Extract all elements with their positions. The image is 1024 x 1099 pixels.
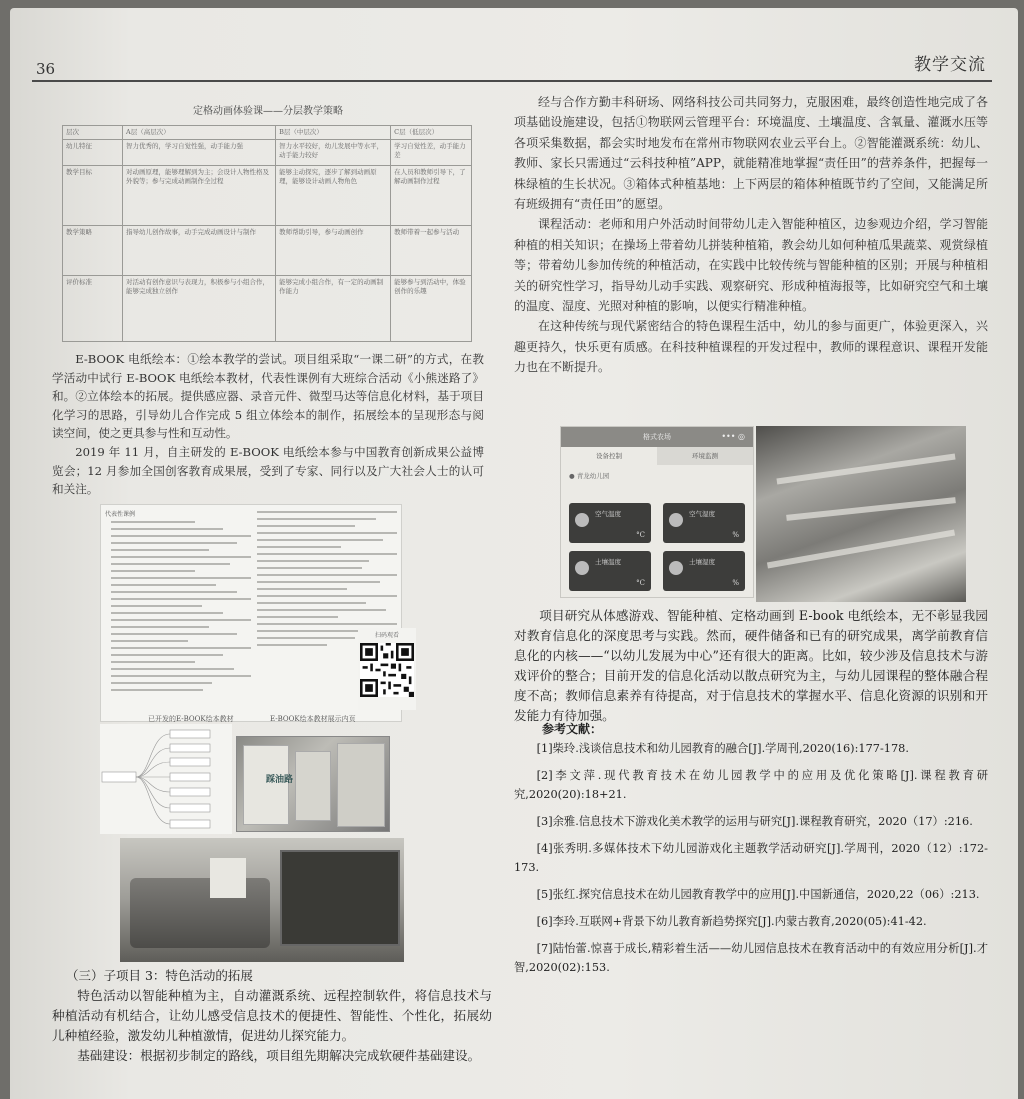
reference-item: [5]张红.探究信息技术在幼儿园教育教学中的应用[J].中国新通信，2020,22（06）:213. — [536, 888, 980, 901]
paragraph-course-activity: 课程活动：老师和用户外活动时间带幼儿走入智能种植区，边参观边介绍，学习智能种植的相关知识；在操场上带着幼儿拼装种植箱，教会幼儿如何种植瓜果蔬菜、观赏绿植等；带着幼儿参加传统的种植活动，在实践中比较传统与智能种植的区别；开展与种植相关的研究性学习，指导幼儿动手实践、观察研究、形成种植海报等，比如研究空气和土壤的温度、湿度、光照对种植的影响，以便实行精准种植。 — [514, 217, 988, 314]
paragraph-ebook: E-BOOK 电纸绘本：①绘本教学的尝试。项目组采取“一课二研”的方式，在教学活动中试行 E-BOOK 电纸绘本教材，代表性课例有大班综合活动《小熊迷路了》和。②立体绘本的拓展。提供感应器、录音元件、微型马达等信息化材料，基于项目化学习的思路，引导幼儿合作完成 5 组立体绘本的制作，拓展绘本的呈现形态与阅读空间，使之更具参与性和互动性。 — [52, 352, 484, 441]
book-cover-title: 踩油路 — [266, 775, 294, 785]
tab-environment[interactable]: 环境监测 — [657, 447, 753, 465]
left-column — [52, 96, 484, 499]
reference-item: [1]柴玲.浅谈信息技术和幼儿园教育的融合[J].学周刊,2020(16):177-178. — [536, 742, 909, 755]
soil-icon — [575, 561, 589, 575]
soil-humidity-tile[interactable]: 土壤湿度 % — [663, 551, 745, 591]
caption-ebook-pages: E-BOOK绘本教材展示内页 — [270, 715, 356, 723]
caption-ebook-materials: 已开发的E-BOOK绘本教材 — [148, 715, 234, 723]
doc-label: 代表性课例 — [105, 511, 136, 518]
conclusion-block — [514, 606, 988, 726]
header-rule — [32, 80, 992, 82]
table-row: 教学策略 指导幼儿创作故事，动手完成动画设计与制作 教师帮助引导，参与动画创作 教师带着一起参与活动 — [63, 226, 472, 276]
mindmap-figure — [100, 724, 232, 834]
lesson-document-figure — [100, 504, 402, 722]
ebook-books-photo — [236, 736, 390, 832]
more-icon[interactable]: ••• ◎ — [721, 432, 745, 441]
section-heading: （三）子项目 3：特色活动的拓展 — [66, 968, 253, 983]
tab-device-control[interactable]: 设备控制 — [596, 452, 622, 460]
farm-app-screenshot — [560, 426, 754, 598]
table-title: 定格动画体验课——分层教学策略 — [193, 106, 343, 117]
table-header: C层（低层次） — [391, 126, 472, 140]
kindergarten-label: ● 青龙幼儿园 — [569, 472, 610, 480]
paragraph-feature-activity: 特色活动以智能种植为主，自动灌溉系统、远程控制软件，将信息技术与种植活动有机结合，让幼儿感受信息技术的便捷性、智能性、个性化，拓展幼儿种植经验，激发幼儿种植激情，促进幼儿探究能力。 — [52, 988, 492, 1043]
paragraph-infrastructure: 基础建设：根据初步制定的路线，项目组先期解决完成软硬件基础建设。 — [77, 1048, 481, 1063]
planting-base-photo — [756, 426, 966, 602]
table-header: A层（高层次） — [123, 126, 276, 140]
soil-temperature-tile[interactable]: 土壤温度 °C — [569, 551, 651, 591]
paragraph-conclusion: 项目研究从体感游戏、智能种植、定格动画到 E-book 电纸绘本，无不彰显我园对教育信息化的深度思考与实践。然而，硬件储备和已有的研究成果，离学前教育信息化的内核——“以幼儿发展为中心”还有很大的距离。比如，较少涉及信息技术与游戏评价的整合；目前开发的信息化活动以散点研究为主，与幼儿园课程的整体融合程度不高；教师信息素养有待提高，对于信息技术的掌握水平、信息化资源的识别和开发能力有待加强。 — [514, 608, 988, 723]
air-temperature-tile[interactable]: 空气温度 °C — [569, 503, 651, 543]
qr-code-icon — [360, 643, 414, 697]
reference-item: [4]张秀明.多媒体技术下幼儿园游戏化主题教学活动研究[J].学周刊，2020（12）:172-173. — [514, 842, 988, 874]
paragraph-facilities: 经与合作方勤丰科研场、网络科技公司共同努力，克服困难，最终创造性地完成了各项基础设施建设，包括①物联网云管理平台：环境温度、土壤温度、含氧量、灌溉水压等各项采集数据，都会实时地发布在常州市物联网农业云平台上。②智能灌溉系统：幼儿、教师、家长只需通过“云科技种植”APP，就能精准地掌握“责任田”的营养条件，把握每一株绿植的生长状况。③箱体式种植基地：上下两层的箱体种植既节约了空间，又能满足所有班级拥有“责任田”的愿望。 — [514, 95, 988, 212]
reference-item: [3]余雅.信息技术下游戏化美术教学的运用与研究[J].课程教育研究，2020（17）:216. — [536, 815, 973, 828]
table-row: 评价标准 对活动有创作意识与表现力，积极参与小组合作，能够完成独立创作 能够完成小组合作，有一定的动画制作能力 能够参与到活动中，体验创作的乐趣 — [63, 276, 472, 342]
table-row: 教学目标 对动画原理，能够理解到为主；会设计人物性格及外貌等；参与完成动画制作全过程 能够主动探究，逐步了解到动画原理，能够设计动画人物角色 在人员和教师引导下，了解动画制作过程 — [63, 166, 472, 226]
paragraph-expo: 2019 年 11 月，自主研发的 E-BOOK 电纸绘本参与中国教育创新成果公益博览会；12 月参加全国创客教育成果展，受到了专家、同行以及广大社会人士的认可和关注。 — [52, 444, 484, 497]
reference-item: [2]李文萍.现代教育技术在幼儿园教学中的应用及优化策略[J].课程教育研究,2020(20):18+21. — [514, 769, 988, 801]
paragraph-course-life: 在这种传统与现代紧密结合的特色课程生活中，幼儿的参与面更广，体验更深入，兴趣更持久，快乐更有质感。在科技种植课程的开发过程中，教师的课程意识、课程开发能力也在不断提升。 — [514, 319, 988, 375]
air-humidity-tile[interactable]: 空气湿度 % — [663, 503, 745, 543]
table-header: B层（中层次） — [276, 126, 391, 140]
classroom-photo — [120, 838, 404, 962]
table-row: 幼儿特征 智力优秀的，学习自觉性强，动手能力强 智力水平较好，幼儿发展中等水平，动手能力较好 学习自觉性差，动手能力差 — [63, 140, 472, 166]
app-title: 格式农场 — [643, 433, 671, 441]
references-heading: 参考文献： — [542, 722, 603, 736]
right-column — [514, 92, 988, 378]
strategy-table — [62, 125, 472, 342]
references-section — [514, 720, 988, 985]
qr-code-block[interactable] — [358, 628, 416, 710]
reference-item: [6]李玲.互联网+背景下幼儿教育新趋势探究[J].内蒙古教育,2020(05):41-42. — [536, 915, 927, 928]
table-header: 层次 — [63, 126, 123, 140]
cloud-icon — [669, 561, 683, 575]
left-bottom-text — [52, 986, 492, 1066]
journal-name: 教学交流 — [914, 55, 986, 75]
page-number: 36 — [36, 60, 56, 78]
thermometer-icon — [575, 513, 589, 527]
qr-label: 扫码观看 — [374, 632, 399, 639]
reference-item: [7]陆怡蕾.惊喜于成长,精彩着生活——幼儿园信息技术在教育活动中的有效应用分析[J].才智,2020(02):153. — [514, 942, 988, 974]
droplet-icon — [669, 513, 683, 527]
